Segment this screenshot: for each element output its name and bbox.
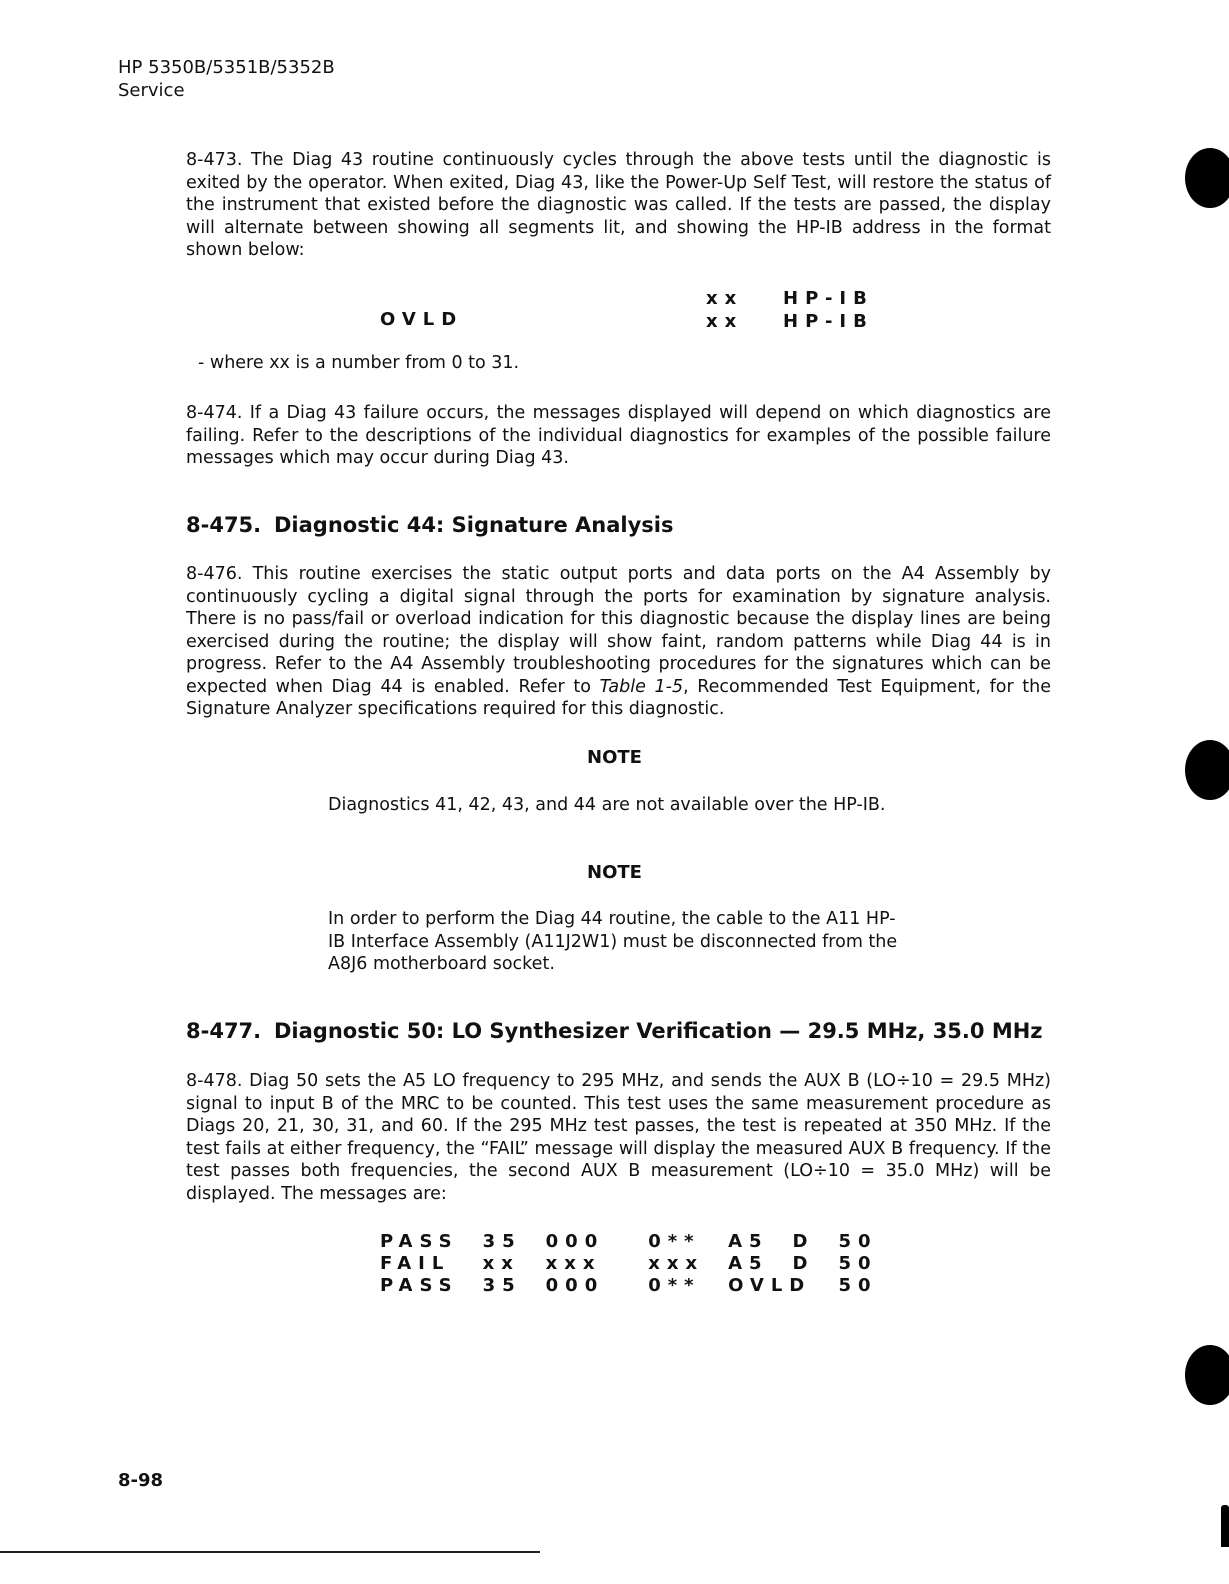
message-cell: 0** (648, 1231, 701, 1252)
message-cell: A5 (728, 1253, 769, 1274)
message-cell: 000 (545, 1275, 605, 1296)
message-cell: 50 (838, 1275, 878, 1296)
message-cell: D (792, 1231, 815, 1252)
note-title: NOTE (587, 862, 642, 883)
heading-title: Diagnostic 44: Signature Analysis (274, 513, 674, 537)
footer-rule (0, 1551, 540, 1553)
paragraph-8-476 (186, 563, 1051, 721)
message-cell: OVLD (728, 1275, 812, 1296)
display-hpib-line-1: xx HP-IB (706, 288, 874, 309)
message-cell: A5 (728, 1231, 769, 1252)
message-cell: 0** (648, 1275, 701, 1296)
note-body: In order to perform the Diag 44 routine, the cable to the A11 HP-IB Interface Assembly (A11J2W1) must be disconnected from the A8J6 motherboard socket. (328, 909, 898, 974)
page-number: 8-98 (118, 1470, 164, 1491)
message-row (380, 1231, 902, 1253)
paragraph-8-473: 8-473. The Diag 43 routine continuously cycles through the above tests until the diagnostic is exited by the operator. When exited, Diag 43, like the Power-Up Self Test, will restore the status of the instrument that existed before the diagnostic was called. If the tests are passed, the display will alternate between showing all segments lit, and showing the HP-IB address in the format shown below: (186, 150, 1051, 260)
message-cell: 35 (482, 1275, 522, 1296)
message-cell: 000 (545, 1231, 605, 1252)
paragraph-8-476-text: 8-476. This routine exercises the static output ports and data ports on the A4 Assembly by continuously cycling a digital signal through the ports for examination by signature analysis. There is no pass/fail or overload indication for this diagnostic because the display lines are being exercised during the routine; the display will show faint, random patterns while Diag 44 is in progress. Refer to the A4 Assembly troubleshooting procedures for the signatures which can be expected when Diag 44 is enabled. Refer to (186, 564, 1051, 697)
message-table (380, 1231, 902, 1297)
where-note: - where xx is a number from 0 to 31. (198, 353, 520, 373)
binder-hole-icon (1185, 148, 1229, 208)
message-cell: 50 (838, 1231, 878, 1252)
note-body: Diagnostics 41, 42, 43, and 44 are not available over the HP-IB. (328, 795, 886, 815)
message-cell: xxx (545, 1253, 602, 1274)
message-cell: D (792, 1253, 815, 1274)
paragraph-8-476-text-end: , Recommended Test Equipment, for the Signature Analyzer specifications required for this diagnostic. (186, 676, 1051, 719)
header-section: Service (118, 80, 185, 101)
heading-number: 8-477. (186, 1019, 262, 1043)
section-heading-8-475 (186, 513, 673, 537)
message-cell: PASS (380, 1275, 459, 1296)
message-row (380, 1253, 902, 1275)
section-heading-8-477 (186, 1019, 1043, 1043)
message-cell: PASS (380, 1231, 459, 1252)
message-cell: xxx (648, 1253, 705, 1274)
display-ovld: OVLD (380, 309, 464, 330)
edge-mark-icon (1221, 1505, 1229, 1547)
paragraph-8-474: 8-474. If a Diag 43 failure occurs, the messages displayed will depend on which diagnostics are failing. Refer to the descriptions of the individual diagnostics for examples of the possible failure messages which may occur during Diag 43. (186, 403, 1051, 468)
header-model: HP 5350B/5351B/5352B (118, 57, 335, 78)
table-reference: Table 1-5 (599, 676, 684, 697)
message-cell: 35 (482, 1231, 522, 1252)
message-cell: FAIL (380, 1253, 451, 1274)
binder-hole-icon (1185, 1345, 1229, 1405)
display-hpib-line-2: xx HP-IB (706, 311, 874, 332)
message-cell: xx (482, 1253, 520, 1274)
heading-title: Diagnostic 50: LO Synthesizer Verification — 29.5 MHz, 35.0 MHz (274, 1019, 1043, 1043)
message-cell: 50 (838, 1253, 878, 1274)
heading-number: 8-475. (186, 513, 262, 537)
paragraph-8-478: 8-478. Diag 50 sets the A5 LO frequency to 295 MHz, and sends the AUX B (LO÷10 = 29.5 MHz) signal to input B of the MRC to be counted. This test uses the same measurement procedure as Diags 20, 21, 30, 31, and 60. If the 295 MHz test passes, the test is repeated at 350 MHz. If the test fails at either frequency, the “FAIL” message will display the measured AUX B frequency. If the test passes both frequencies, the second AUX B measurement (LO÷10 = 35.0 MHz) will be displayed. The messages are: (186, 1071, 1051, 1204)
message-row (380, 1275, 902, 1297)
note-title: NOTE (587, 747, 642, 768)
